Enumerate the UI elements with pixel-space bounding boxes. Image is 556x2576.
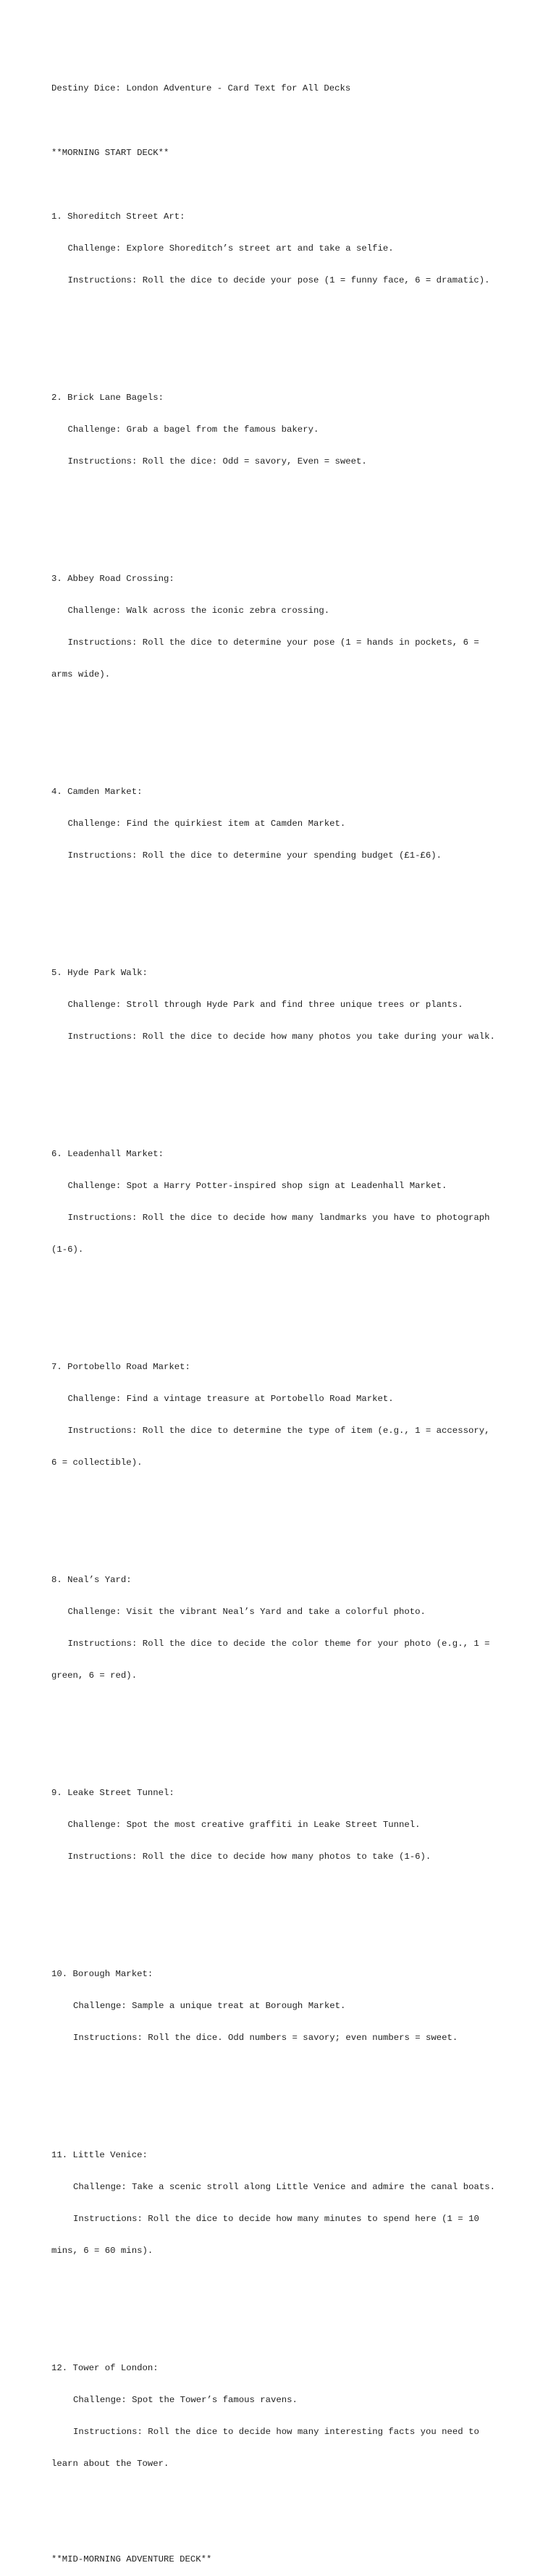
card-challenge: Challenge: Find the quirkiest item at Camden Market. bbox=[67, 818, 346, 829]
card-challenge: Challenge: Grab a bagel from the famous bakery. bbox=[67, 424, 319, 435]
card-challenge: Challenge: Stroll through Hyde Park and find three unique trees or plants. bbox=[67, 999, 463, 1010]
card-challenge: Challenge: Take a scenic stroll along Little Venice and admire the canal boats. bbox=[73, 2181, 495, 2192]
document-body bbox=[51, 62, 515, 2576]
card-8 bbox=[51, 1553, 515, 1702]
card-heading: 11. Little Venice: bbox=[51, 2149, 148, 2160]
card-instructions-continued: arms wide). bbox=[51, 669, 111, 680]
card-instructions: Instructions: Roll the dice to decide how many interesting facts you need to bbox=[73, 2426, 479, 2437]
card-challenge: Challenge: Sample a unique treat at Borough Market. bbox=[73, 2000, 346, 2011]
deck-heading-mid-morning: **MID-MORNING ADVENTURE DECK** bbox=[51, 2554, 212, 2565]
card-9 bbox=[51, 1766, 515, 1883]
card-challenge: Challenge: Spot the most creative graffiti in Leake Street Tunnel. bbox=[67, 1819, 421, 1830]
card-instructions: Instructions: Roll the dice to decide how many landmarks you have to photograph bbox=[67, 1212, 490, 1223]
card-heading: 4. Camden Market: bbox=[51, 786, 143, 797]
deck-heading-morning: **MORNING START DECK** bbox=[51, 147, 169, 158]
card-instructions-continued: green, 6 = red). bbox=[51, 1670, 138, 1681]
card-4 bbox=[51, 765, 515, 882]
card-heading: 5. Hyde Park Walk: bbox=[51, 967, 148, 978]
card-instructions: Instructions: Roll the dice: Odd = savory, Even = sweet. bbox=[67, 456, 367, 467]
card-instructions: Instructions: Roll the dice to determine your spending budget (£1-£6). bbox=[67, 850, 442, 861]
card-challenge: Challenge: Visit the vibrant Neal’s Yard and take a colorful photo. bbox=[67, 1606, 426, 1617]
card-11 bbox=[51, 2128, 515, 2278]
card-heading: 7. Portobello Road Market: bbox=[51, 1361, 190, 1372]
card-heading: 6. Leadenhall Market: bbox=[51, 1148, 164, 1159]
card-instructions: Instructions: Roll the dice to determine the type of item (e.g., 1 = accessory, bbox=[67, 1425, 490, 1436]
card-3 bbox=[51, 552, 515, 701]
card-instructions: Instructions: Roll the dice to determine your pose (1 = hands in pockets, 6 = bbox=[67, 637, 479, 648]
card-heading: 8. Neal’s Yard: bbox=[51, 1574, 132, 1585]
card-heading: 2. Brick Lane Bagels: bbox=[51, 392, 164, 403]
card-2 bbox=[51, 371, 515, 488]
card-heading: 10. Borough Market: bbox=[51, 1968, 153, 1979]
card-1 bbox=[51, 190, 515, 307]
card-instructions-continued: learn about the Tower. bbox=[51, 2459, 169, 2470]
card-instructions: Instructions: Roll the dice to decide your pose (1 = funny face, 6 = dramatic). bbox=[67, 275, 490, 286]
card-instructions-continued: mins, 6 = 60 mins). bbox=[51, 2245, 153, 2256]
card-challenge: Challenge: Find a vintage treasure at Portobello Road Market. bbox=[67, 1393, 394, 1404]
card-6 bbox=[51, 1127, 515, 1276]
card-instructions: Instructions: Roll the dice to decide how many photos you take during your walk. bbox=[67, 1031, 495, 1042]
card-7 bbox=[51, 1340, 515, 1489]
card-instructions: Instructions: Roll the dice to decide how many minutes to spend here (1 = 10 bbox=[73, 2213, 479, 2224]
card-instructions-continued: (1-6). bbox=[51, 1244, 84, 1255]
card-heading: 1. Shoreditch Street Art: bbox=[51, 211, 185, 222]
card-heading: 12. Tower of London: bbox=[51, 2362, 159, 2373]
card-heading: 9. Leake Street Tunnel: bbox=[51, 1787, 174, 1798]
card-5 bbox=[51, 946, 515, 1063]
card-instructions-continued: 6 = collectible). bbox=[51, 1458, 143, 1468]
document-title: Destiny Dice: London Adventure - Card Text for All Decks bbox=[51, 83, 351, 94]
card-heading: 3. Abbey Road Crossing: bbox=[51, 573, 174, 584]
card-challenge: Challenge: Explore Shoreditch’s street art and take a selfie. bbox=[67, 243, 394, 254]
card-10 bbox=[51, 1947, 515, 2065]
card-challenge: Challenge: Walk across the iconic zebra crossing. bbox=[67, 605, 330, 616]
card-challenge: Challenge: Spot a Harry Potter-inspired shop sign at Leadenhall Market. bbox=[67, 1180, 447, 1191]
card-instructions: Instructions: Roll the dice. Odd numbers = savory; even numbers = sweet. bbox=[73, 2032, 458, 2043]
card-instructions: Instructions: Roll the dice to decide how many photos to take (1-6). bbox=[67, 1851, 431, 1862]
card-challenge: Challenge: Spot the Tower’s famous ravens. bbox=[73, 2394, 298, 2405]
card-instructions: Instructions: Roll the dice to decide the color theme for your photo (e.g., 1 = bbox=[67, 1638, 490, 1649]
card-12 bbox=[51, 2341, 515, 2491]
